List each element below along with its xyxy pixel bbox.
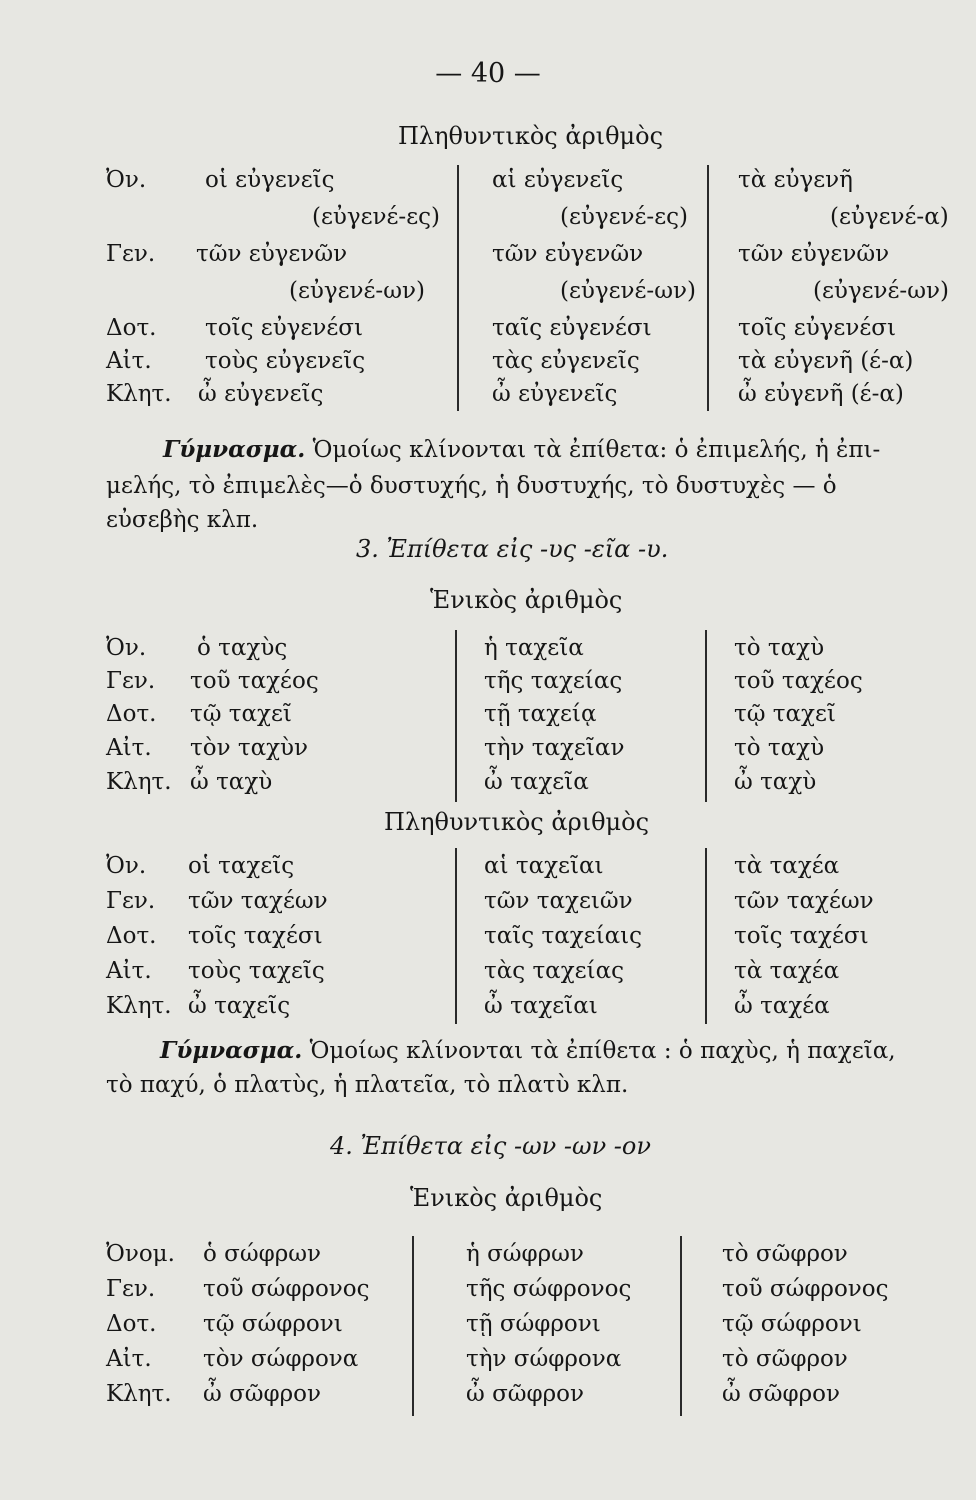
neuter-form: τῶν ταχέων [734,888,874,914]
neuter-form: τὰ ταχέα [734,853,840,879]
section-title: 3. Ἐπίθετα εἰς -υς -εῖα -υ. [356,535,669,563]
column-divider [707,165,709,411]
section-title: 4. Ἐπίθετα εἰς -ων -ων -ον [330,1132,651,1160]
feminine-form: τὰς ταχείας [484,958,624,984]
case-label: Ὀνομ. [106,1241,175,1267]
masculine-form: τοῦ σώφρονος [203,1276,370,1302]
neuter-form: τὸ ταχὺ [734,635,825,661]
exercise-text: τὸ παχύ, ὁ πλατὺς, ἡ πλατεῖα, τὸ πλατὺ κλπ. [106,1072,629,1098]
section-heading: Πληθυντικὸς ἀριθμὸς [384,808,650,836]
feminine-form: (εὐγενέ-ες) [560,204,688,230]
column-divider [705,630,707,802]
exercise-text: μελής, τὸ ἐπιμελὲς—ὁ δυστυχής, ἡ δυστυχής, τὸ δυστυχὲς — ὁ [106,473,837,499]
case-label: Κλητ. [106,1381,172,1407]
section-heading: Πληθυντικὸς ἀριθμὸς [398,122,664,150]
masculine-form: οἱ ταχεῖς [188,853,295,879]
case-label: Γεν. [106,888,156,914]
case-label: Ὀν. [106,635,147,661]
feminine-form: τὴν σώφρονα [466,1346,622,1372]
neuter-form: ὦ σῶφρον [722,1381,840,1407]
feminine-form: ταῖς ταχείαις [484,923,643,949]
column-divider [457,165,459,411]
feminine-form: ὦ ταχεῖαι [484,993,598,1019]
feminine-form: ἡ σώφρων [466,1241,584,1267]
feminine-form: τῆς σώφρονος [466,1276,632,1302]
feminine-form: αἱ ταχεῖαι [484,853,604,879]
exercise-label: Γύμνασμα. [163,436,306,463]
neuter-form: ὦ ταχέα [734,993,830,1019]
feminine-form: (εὐγενέ-ων) [560,278,696,304]
masculine-form: ὁ ταχὺς [197,635,288,661]
masculine-form: τῶν ταχέων [188,888,328,914]
feminine-form: τῶν ταχειῶν [484,888,633,914]
feminine-form: τῆς ταχείας [484,668,623,694]
case-label: Ὀν. [106,853,147,879]
case-label: Κλητ. [106,993,172,1019]
masculine-form: τῷ σώφρονι [203,1311,343,1337]
neuter-form: τὰ εὐγενῆ [738,167,853,193]
masculine-form: ὦ σῶφρον [203,1381,321,1407]
masculine-form: τῷ ταχεῖ [190,701,292,727]
case-label: Γεν. [106,668,156,694]
case-label: Ὀν. [106,167,147,193]
neuter-form: τοῦ ταχέος [734,668,863,694]
neuter-form: τοῦ σώφρονος [722,1276,889,1302]
masculine-form: τὸν ταχὺν [190,735,309,761]
feminine-form: αἱ εὐγενεῖς [492,167,624,193]
column-divider [412,1236,414,1416]
masculine-form: τῶν εὐγενῶν [196,241,348,267]
case-label: Γεν. [106,241,156,267]
case-label: Κλητ. [106,381,172,407]
section-heading: Ἑνικὸς ἀριθμὸς [410,1184,603,1212]
case-label: Αἰτ. [106,735,152,761]
exercise-text: εὐσεβὴς κλπ. [106,507,259,533]
masculine-form: οἱ εὐγενεῖς [205,167,335,193]
masculine-form: ὁ σώφρων [203,1241,321,1267]
neuter-form: τὰ εὐγενῆ (έ-α) [738,348,914,374]
column-divider [705,848,707,1024]
masculine-form: τοῖς ταχέσι [188,923,323,949]
case-label: Αἰτ. [106,348,152,374]
exercise-text: Ὁμοίως κλίνονται τὰ ἐπίθετα : ὁ παχὺς, ἡ παχεῖα, [309,1038,896,1064]
feminine-form: ἡ ταχεῖα [484,635,584,661]
feminine-form: ὦ σῶφρον [466,1381,584,1407]
masculine-form: (εὐγενέ-ων) [289,278,425,304]
feminine-form: ὦ εὐγενεῖς [492,381,618,407]
masculine-form: (εὐγενέ-ες) [312,204,440,230]
neuter-form: τὸ ταχὺ [734,735,825,761]
case-label: Δοτ. [106,315,157,341]
exercise-paragraph [160,1034,896,1068]
feminine-form: τῇ σώφρονι [466,1311,601,1337]
case-label: Δοτ. [106,923,157,949]
masculine-form: τοῖς εὐγενέσι [205,315,363,341]
neuter-form: τῷ ταχεῖ [734,701,836,727]
feminine-form: τῶν εὐγενῶν [492,241,644,267]
masculine-form: ὦ εὐγενεῖς [198,381,324,407]
masculine-form: ὦ ταχεῖς [188,993,291,1019]
neuter-form: τοῖς ταχέσι [734,923,869,949]
neuter-form: τῶν εὐγενῶν [738,241,890,267]
case-label: Αἰτ. [106,1346,152,1372]
section-heading: Ἑνικὸς ἀριθμὸς [430,586,623,614]
neuter-form: τὰ ταχέα [734,958,840,984]
neuter-form: τοῖς εὐγενέσι [738,315,896,341]
case-label: Δοτ. [106,701,157,727]
page-number: — 40 — [435,58,541,89]
neuter-form: (εὐγενέ-ων) [813,278,949,304]
neuter-form: τῷ σώφρονι [722,1311,862,1337]
exercise-label: Γύμνασμα. [160,1037,303,1064]
feminine-form: τῇ ταχείᾳ [484,701,597,727]
column-divider [455,848,457,1024]
masculine-form: τοῦ ταχέος [190,668,319,694]
column-divider [680,1236,682,1416]
feminine-form: τὴν ταχεῖαν [484,735,625,761]
neuter-form: ὦ ταχὺ [734,769,817,795]
feminine-form: ταῖς εὐγενέσι [492,315,652,341]
masculine-form: τοὺς εὐγενεῖς [205,348,366,374]
masculine-form: ὦ ταχὺ [190,769,273,795]
masculine-form: τοὺς ταχεῖς [188,958,325,984]
masculine-form: τὸν σώφρονα [203,1346,359,1372]
case-label: Γεν. [106,1276,156,1302]
neuter-form: (εὐγενέ-α) [830,204,949,230]
column-divider [455,630,457,802]
neuter-form: ὦ εὐγενῆ (έ-α) [738,381,904,407]
exercise-text: Ὁμοίως κλίνονται τὰ ἐπίθετα: ὁ ἐπιμελής, ἡ ἐπι- [312,437,881,463]
exercise-paragraph [163,433,880,467]
neuter-form: τὸ σῶφρον [722,1346,848,1372]
case-label: Κλητ. [106,769,172,795]
feminine-form: ὦ ταχεῖα [484,769,589,795]
case-label: Αἰτ. [106,958,152,984]
case-label: Δοτ. [106,1311,157,1337]
feminine-form: τὰς εὐγενεῖς [492,348,640,374]
neuter-form: τὸ σῶφρον [722,1241,848,1267]
